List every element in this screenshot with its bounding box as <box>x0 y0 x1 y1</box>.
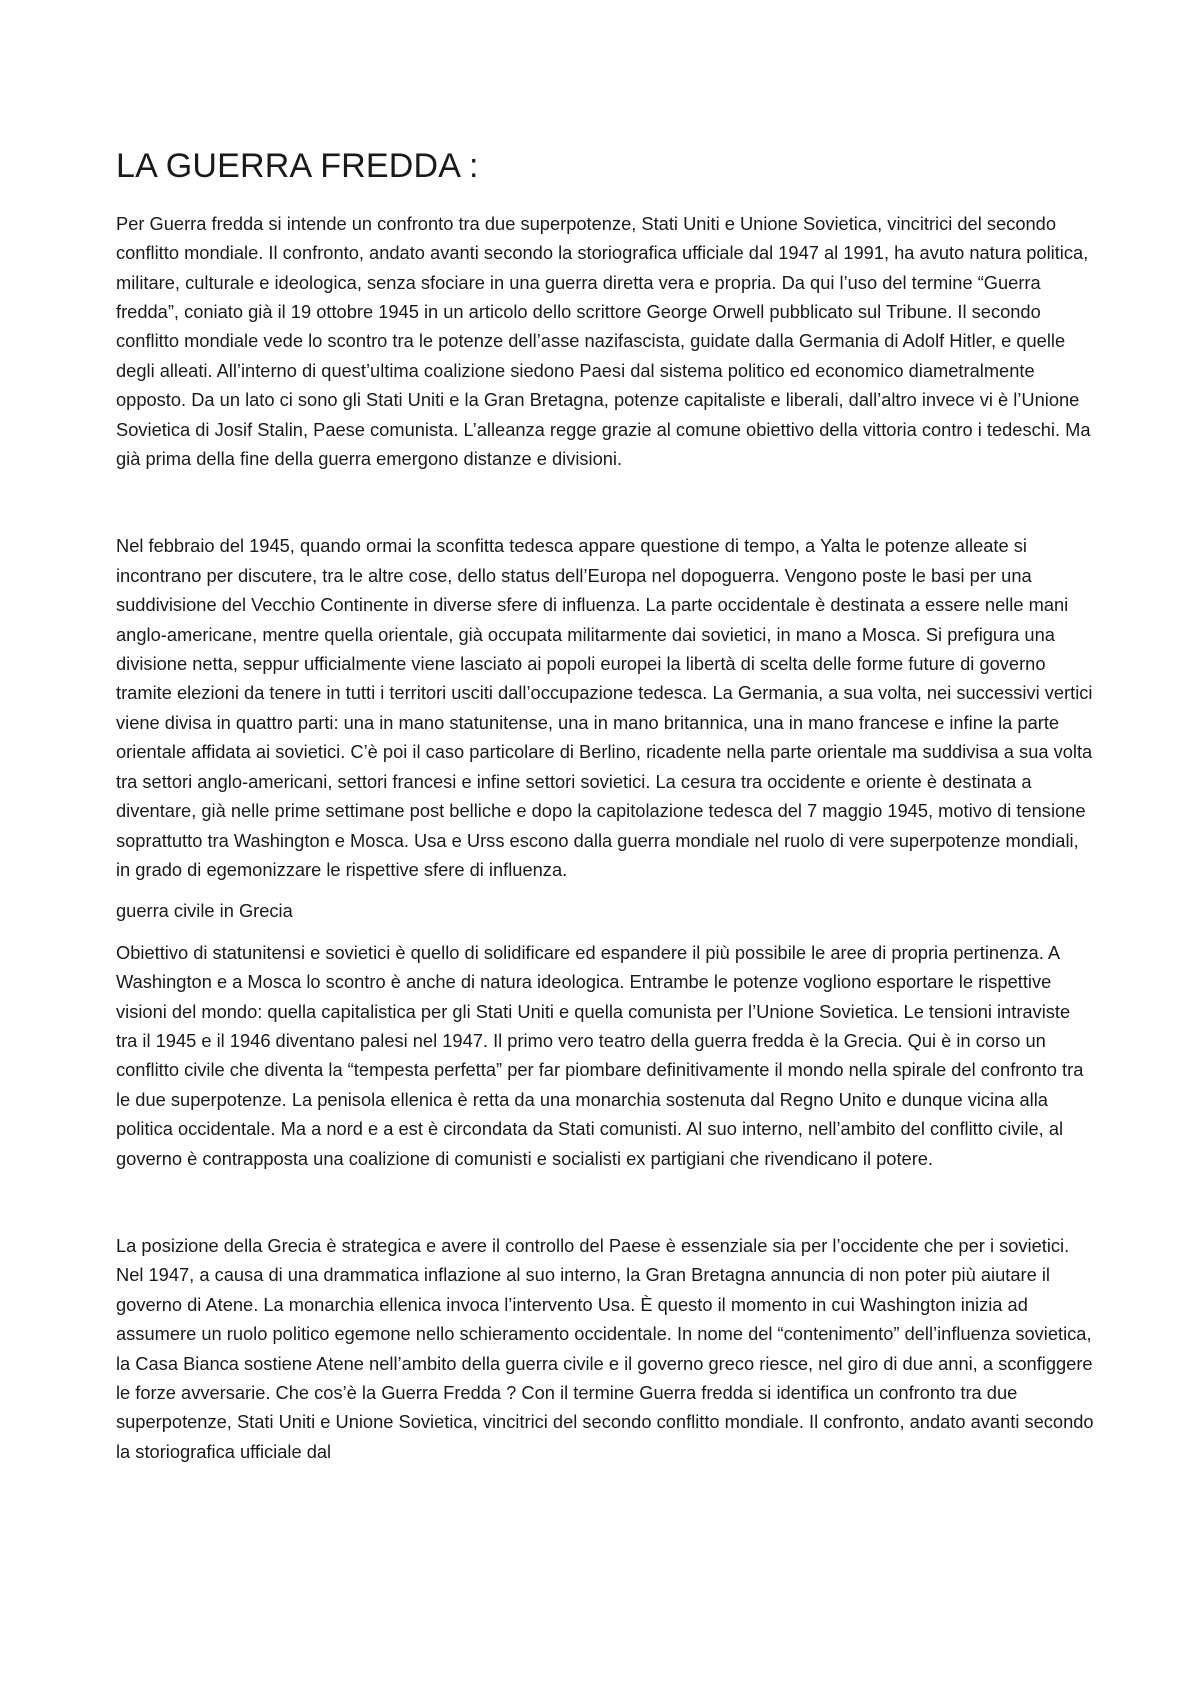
section-subheading: guerra civile in Grecia <box>116 900 293 922</box>
paragraph-yalta: Nel febbraio del 1945, quando ormai la sconfitta tedesca appare questione di tempo, a Yalta le potenze alleate si incontrano per discutere, tra le altre cose, dello status dell’Europa nel dopoguerra. Vengono poste le basi per una suddivisione del Vecchio Continente in diverse sfere di influenza. La parte occidentale è destinata a essere nelle mani anglo-americane, mentre quella orientale, già occupata militarmente dai sovietici, in mano a Mosca. Si prefigura una divisione netta, seppur ufficialmente viene lasciato ai popoli europei la libertà di scelta delle forme future di governo tramite elezioni da tenere in tutti i territori usciti dall’occupazione tedesca. La Germania, a sua volta, nei successivi vertici viene divisa in quattro parti: una in mano statunitense, una in mano britannica, una in mano francese e infine la parte orientale affidata ai sovietici. C’è poi il caso particolare di Berlino, ricadente nella parte orientale ma suddivisa a sua volta tra settori anglo-americani, settori francesi e infine settori sovietici. La cesura tra occidente e oriente è destinata a diventare, già nelle prime settimane post belliche e dopo la capitolazione tedesca del 7 maggio 1945, motivo di tensione soprattutto tra Washington e Mosca. Usa e Urss escono dalla guerra mondiale nel ruolo di vere superpotenze mondiali, in grado di egemonizzare le rispettive sfere di influenza. <box>116 535 1093 880</box>
paragraph-strategia: La posizione della Grecia è strategica e avere il controllo del Paese è essenziale sia per l’occidente che per i sovietici. Nel 1947, a causa di una drammatica inflazione al suo interno, la Gran Bretagna annuncia di non poter più aiutare il governo di Atene. La monarchia ellenica invoca l’intervento Usa. È questo il momento in cui Washington inizia ad assumere un ruolo politico egemone nello schieramento occidentale. In nome del “contenimento” dell’influenza sovietica, la Casa Bianca sostiene Atene nell’ambito della guerra civile e il governo greco riesce, nel giro di due anni, a sconfiggere le forze avversarie. Che cos’è la Guerra Fredda ? Con il termine Guerra fredda si identifica un confronto tra due superpotenze, Stati Uniti e Unione Sovietica, vincitrici del secondo conflitto mondiale. Il confronto, andato avanti secondo la storiografica ufficiale dal <box>116 1234 1094 1462</box>
document-page <box>116 146 1096 1466</box>
document-title: LA GUERRA FREDDA : <box>116 147 479 185</box>
paragraph-spacer <box>116 926 1096 938</box>
paragraph-spacer <box>116 884 1096 896</box>
paragraph-grecia: Obiettivo di statunitensi e sovietici è quello di solidificare ed espandere il più possibile le aree di propria pertinenza. A Washington e a Mosca lo scontro è anche di natura ideologica. Entrambe le potenze vogliono esportare le rispettive visioni del mondo: quella capitalistica per gli Stati Uniti e quella comunista per l’Unione Sovietica. Le tensioni intraviste tra il 1945 e il 1946 diventano palesi nel 1947. Il primo vero teatro della guerra fredda è la Grecia. Qui è in corso un conflitto civile che diventa la “tempesta perfetta” per far piombare definitivamente il mondo nella spirale del confronto tra le due superpotenze. La penisola ellenica è retta da una monarchia sostenuta dal Regno Unito e dunque vicina alla politica occidentale. Ma a nord e a est è circondata da Stati comunisti. Al suo interno, nell’ambito del conflitto civile, al governo è contrapposta una coalizione di comunisti e socialisti ex partigiani che rivendicano il potere. <box>116 941 1084 1169</box>
paragraph-spacer <box>116 1173 1096 1231</box>
paragraph-intro: Per Guerra fredda si intende un confronto tra due superpotenze, Stati Uniti e Unione Sovietica, vincitrici del secondo conflitto mondiale. Il confronto, andato avanti secondo la storiografica ufficiale dal 1947 al 1991, ha avuto natura politica, militare, culturale e ideologica, senza sfociare in una guerra diretta vera e propria. Da qui l’uso del termine “Guerra fredda”, coniato già il 19 ottobre 1945 in un articolo dello scrittore George Orwell pubblicato sul Tribune. Il secondo conflitto mondiale vede lo scontro tra le potenze dell’asse nazifascista, guidate dalla Germania di Adolf Hitler, e quelle degli alleati. All’interno di quest’ultima coalizione siedono Paesi dal sistema politico ed economico diametralmente opposto. Da un lato ci sono gli Stati Uniti e la Gran Bretagna, potenze capitaliste e liberali, dall’altro invece vi è l’Unione Sovietica di Josif Stalin, Paese comunista. L’alleanza regge grazie al comune obiettivo della vittoria contro i tedeschi. Ma già prima della fine della guerra emergono distanze e divisioni. <box>116 212 1091 470</box>
paragraph-spacer <box>116 473 1096 531</box>
